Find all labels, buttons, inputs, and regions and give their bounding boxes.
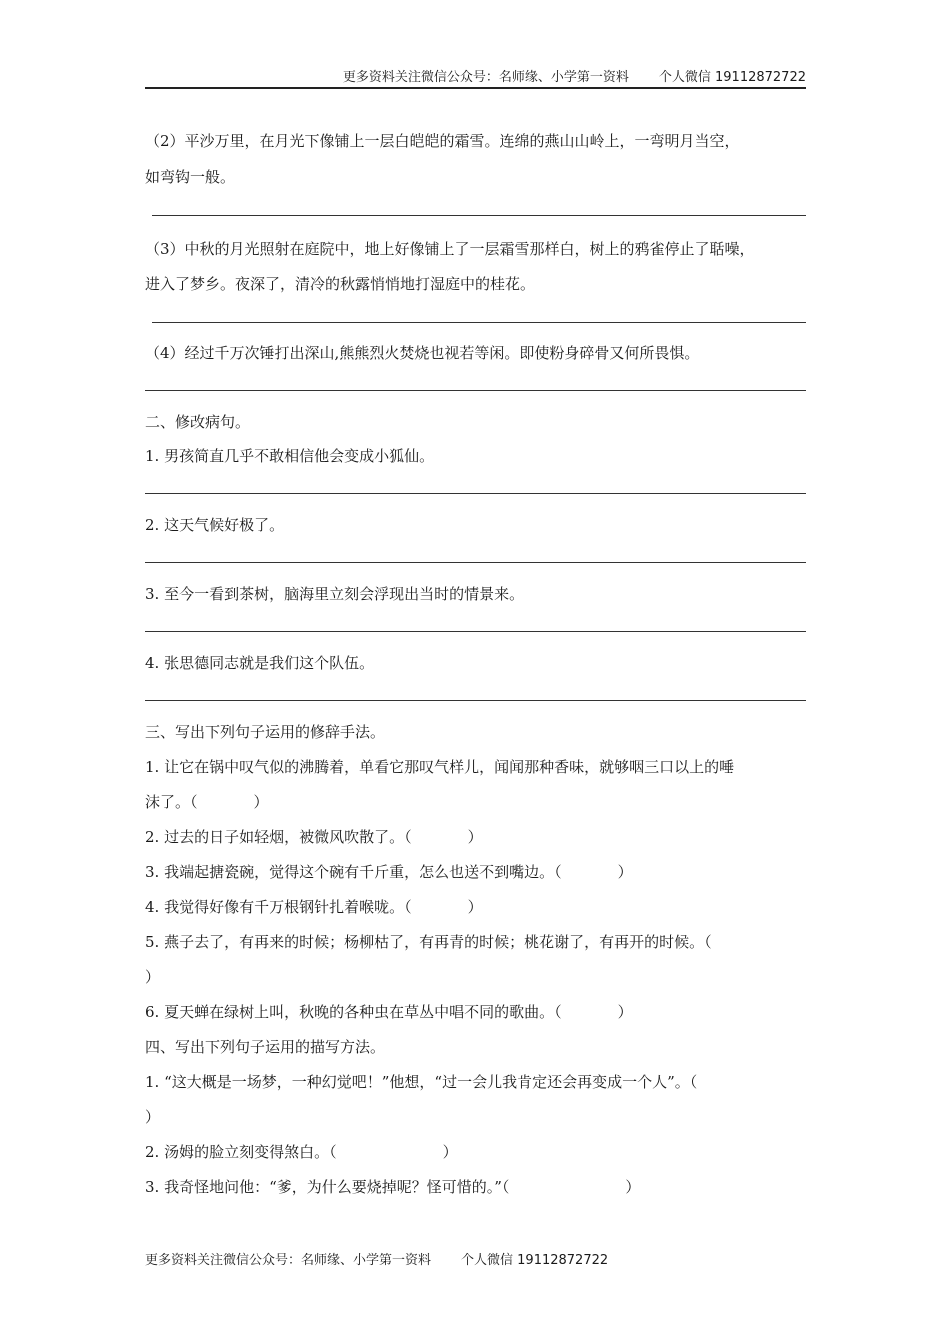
- footer-source: 更多资料关注微信公众号：名师缘、小学第一资料: [145, 1253, 432, 1268]
- page-header: [145, 66, 806, 85]
- q2-line1: （2）平沙万里，在月光下像铺上一层白皑皑的霜雪。连绵的燕山山岭上，一弯明月当空，: [145, 132, 740, 150]
- answer-line: [145, 562, 806, 563]
- answer-line: [152, 215, 806, 216]
- answer-line: [145, 700, 806, 701]
- section-title: 二、修改病句。: [145, 413, 251, 431]
- rhetoric-q5-line2: ）: [145, 968, 161, 986]
- footer-contact: 个人微信 19112872722: [461, 1253, 609, 1268]
- q4-line1: （4）经过千万次锤打出深山,熊熊烈火焚烧也视若等闲。即使粉身碎骨又何所畏惧。: [145, 344, 700, 362]
- header-source: 更多资料关注微信公众号：名师缘、小学第一资料: [342, 70, 629, 85]
- section-title: 四、写出下列句子运用的描写方法。: [145, 1038, 386, 1056]
- description-q1-line1: 1. “这大概是一场梦，一种幻觉吧！”他想，“过一会儿我肯定还会再变成一个人”。（: [145, 1073, 698, 1091]
- q2-line2: 如弯钩一般。: [145, 168, 236, 186]
- answer-line: [145, 493, 806, 494]
- list-item: 1. 男孩简直几乎不敢相信他会变成小狐仙。: [145, 447, 435, 465]
- q3-line1: （3）中秋的月光照射在庭院中，地上好像铺上了一层霜雪那样白，树上的鸦雀停止了聒噪，: [145, 240, 755, 258]
- rhetoric-q4: 4. 我觉得好像有千万根钢针扎着喉咙。（ ）: [145, 898, 483, 916]
- rhetoric-q1-line1: 1. 让它在锅中叹气似的沸腾着，单看它那叹气样儿，闻闻那种香味，就够咽三口以上的唾: [145, 758, 735, 776]
- list-item: 3. 至今一看到茶树，脑海里立刻会浮现出当时的情景来。: [145, 585, 525, 603]
- answer-line: [152, 322, 806, 323]
- list-item: 2. 这天气候好极了。: [145, 516, 285, 534]
- answer-line: [145, 631, 806, 632]
- answer-line: [145, 390, 806, 391]
- header-contact: 个人微信 19112872722: [658, 70, 806, 85]
- rhetoric-q2: 2. 过去的日子如轻烟，被微风吹散了。（ ）: [145, 828, 483, 846]
- description-q1-line2: ）: [145, 1108, 161, 1126]
- rhetoric-q3: 3. 我端起搪瓷碗，觉得这个碗有千斤重，怎么也送不到嘴边。（ ）: [145, 863, 633, 881]
- q3-line2: 进入了梦乡。夜深了，清冷的秋露悄悄地打湿庭中的桂花。: [145, 275, 536, 293]
- description-q2: 2. 汤姆的脸立刻变得煞白。（ ）: [145, 1143, 458, 1161]
- list-item: 4. 张思德同志就是我们这个队伍。: [145, 654, 375, 672]
- rhetoric-q5-line1: 5. 燕子去了，有再来的时候；杨柳枯了，有再青的时候；桃花谢了，有再开的时候。（: [145, 933, 712, 951]
- rhetoric-q1-line2: 沫了。（ ）: [145, 793, 269, 811]
- page-footer: [145, 1249, 608, 1268]
- rhetoric-q6: 6. 夏天蝉在绿树上叫，秋晚的各种虫在草丛中唱不同的歌曲。（ ）: [145, 1003, 633, 1021]
- header-divider: [145, 87, 806, 89]
- description-q3: 3. 我奇怪地问他：“爹，为什么要烧掉呢？怪可惜的。”（ ）: [145, 1178, 641, 1196]
- section-title: 三、写出下列句子运用的修辞手法。: [145, 723, 386, 741]
